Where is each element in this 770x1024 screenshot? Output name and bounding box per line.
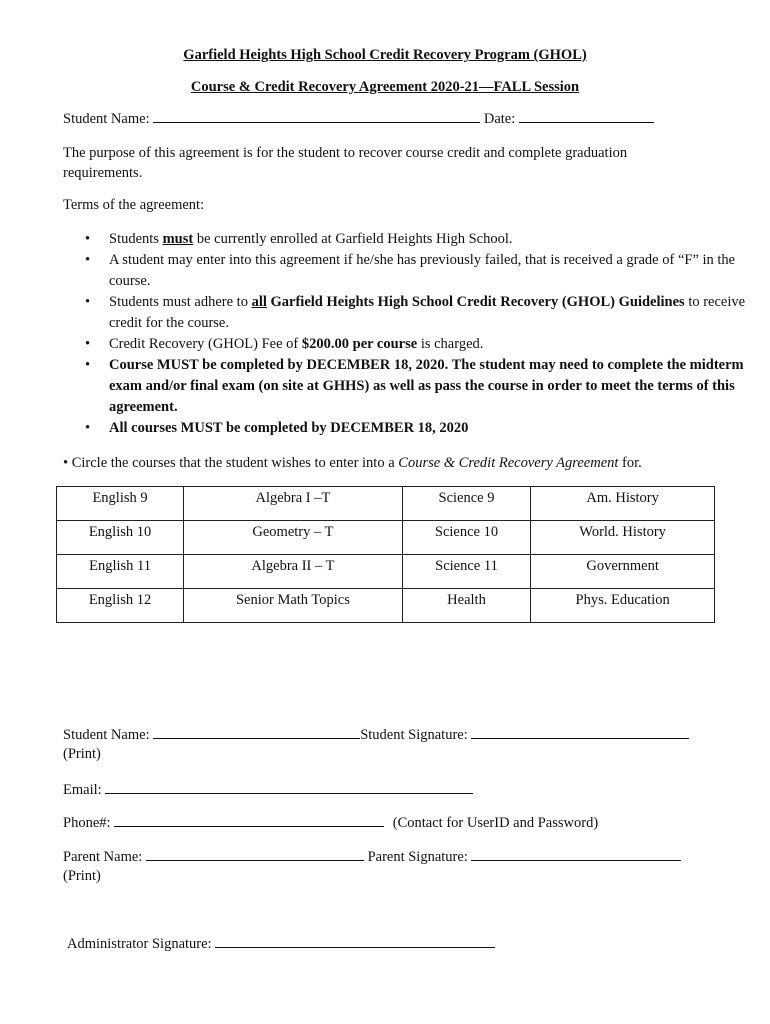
- print-note: (Print): [63, 868, 101, 884]
- course-cell[interactable]: English 12: [57, 589, 184, 623]
- phone-row: [63, 814, 598, 832]
- table-row: [57, 555, 715, 589]
- admin-signature-row: [67, 935, 495, 953]
- course-cell[interactable]: English 11: [57, 555, 184, 589]
- instruction-text: for.: [618, 455, 642, 471]
- email-field[interactable]: [105, 781, 473, 794]
- term-text: A student may enter into this agreement if he/she has previously failed, that is received a grade of “F” in the course.: [109, 252, 736, 289]
- bottom-student-name-label: Student Name:: [63, 727, 150, 743]
- student-signature-row: [63, 726, 689, 744]
- admin-signature-label: Administrator Signature:: [67, 936, 212, 952]
- parent-name-field[interactable]: [146, 848, 364, 861]
- terms-heading: Terms of the agreement:: [63, 197, 205, 213]
- admin-signature-field[interactable]: [215, 935, 495, 948]
- term-bold: Course MUST be completed by DECEMBER 18, 2020. The student may need to complete the midterm exam and/or final exam (on site at GHHS) as well as pass the course in order to meet the terms of this agreement.: [109, 357, 744, 415]
- table-row: [57, 521, 715, 555]
- parent-signature-row: [63, 848, 681, 866]
- student-signature-label: Student Signature:: [360, 727, 468, 743]
- parent-signature-label: Parent Signature:: [367, 849, 468, 865]
- student-name-label: Student Name:: [63, 111, 150, 127]
- term-item: [109, 334, 759, 355]
- term-text: be currently enrolled at Garfield Heights High School.: [193, 231, 513, 247]
- course-cell[interactable]: Government: [531, 555, 715, 589]
- terms-list: [63, 229, 759, 439]
- term-text: Students must adhere to: [109, 294, 252, 310]
- term-item: [109, 292, 759, 334]
- course-cell[interactable]: Algebra I –T: [184, 487, 403, 521]
- term-item: [109, 418, 759, 439]
- term-text: Students: [109, 231, 163, 247]
- document-title: Garfield Heights High School Credit Recovery Program (GHOL): [183, 47, 587, 63]
- term-bold: All courses MUST be completed by DECEMBER 18, 2020: [109, 420, 469, 436]
- course-cell[interactable]: Science 10: [402, 521, 530, 555]
- term-bold: $200.00 per course: [301, 336, 418, 352]
- phone-note: (Contact for UserID and Password): [392, 815, 599, 831]
- student-name-field[interactable]: [153, 110, 480, 123]
- course-cell[interactable]: Science 9: [402, 487, 530, 521]
- date-label: Date:: [483, 111, 516, 127]
- course-cell[interactable]: English 10: [57, 521, 184, 555]
- term-emphasis: must: [162, 231, 194, 247]
- top-student-name-row: [63, 110, 654, 128]
- bottom-student-name-field[interactable]: [153, 726, 360, 739]
- term-text: to receive credit for the course.: [109, 294, 746, 331]
- purpose-paragraph: The purpose of this agreement is for the student to recover course credit and complete graduation requirements.: [63, 145, 628, 181]
- term-item: [109, 355, 759, 418]
- course-cell[interactable]: Am. History: [531, 487, 715, 521]
- course-cell[interactable]: Senior Math Topics: [184, 589, 403, 623]
- phone-label: Phone#:: [63, 815, 111, 831]
- course-cell[interactable]: Geometry – T: [184, 521, 403, 555]
- term-emphasis: all: [251, 294, 267, 310]
- instruction-text: • Circle the courses that the student wishes to enter into a: [63, 455, 399, 471]
- course-cell[interactable]: Phys. Education: [531, 589, 715, 623]
- course-cell[interactable]: Health: [402, 589, 530, 623]
- parent-signature-field[interactable]: [471, 848, 681, 861]
- instruction-italic: Course & Credit Recovery Agreement: [398, 455, 619, 471]
- term-bold: Garfield Heights High School Credit Recovery (GHOL) Guidelines: [266, 294, 685, 310]
- course-cell[interactable]: English 9: [57, 487, 184, 521]
- term-item: [109, 250, 759, 292]
- circle-instruction: [63, 455, 642, 472]
- student-signature-field[interactable]: [471, 726, 689, 739]
- phone-field[interactable]: [114, 814, 384, 827]
- course-cell[interactable]: Science 11: [402, 555, 530, 589]
- course-cell[interactable]: World. History: [531, 521, 715, 555]
- table-row: [57, 487, 715, 521]
- term-item: [109, 229, 759, 250]
- document-subtitle: Course & Credit Recovery Agreement 2020-21—FALL Session: [190, 79, 580, 95]
- email-label: Email:: [63, 782, 102, 798]
- date-field[interactable]: [519, 110, 654, 123]
- course-table: [56, 486, 715, 623]
- parent-name-label: Parent Name:: [63, 849, 143, 865]
- course-cell[interactable]: Algebra II – T: [184, 555, 403, 589]
- print-note: (Print): [63, 746, 101, 762]
- term-text: Credit Recovery (GHOL) Fee of: [109, 336, 302, 352]
- term-text: is charged.: [417, 336, 484, 352]
- email-row: [63, 781, 473, 799]
- table-row: [57, 589, 715, 623]
